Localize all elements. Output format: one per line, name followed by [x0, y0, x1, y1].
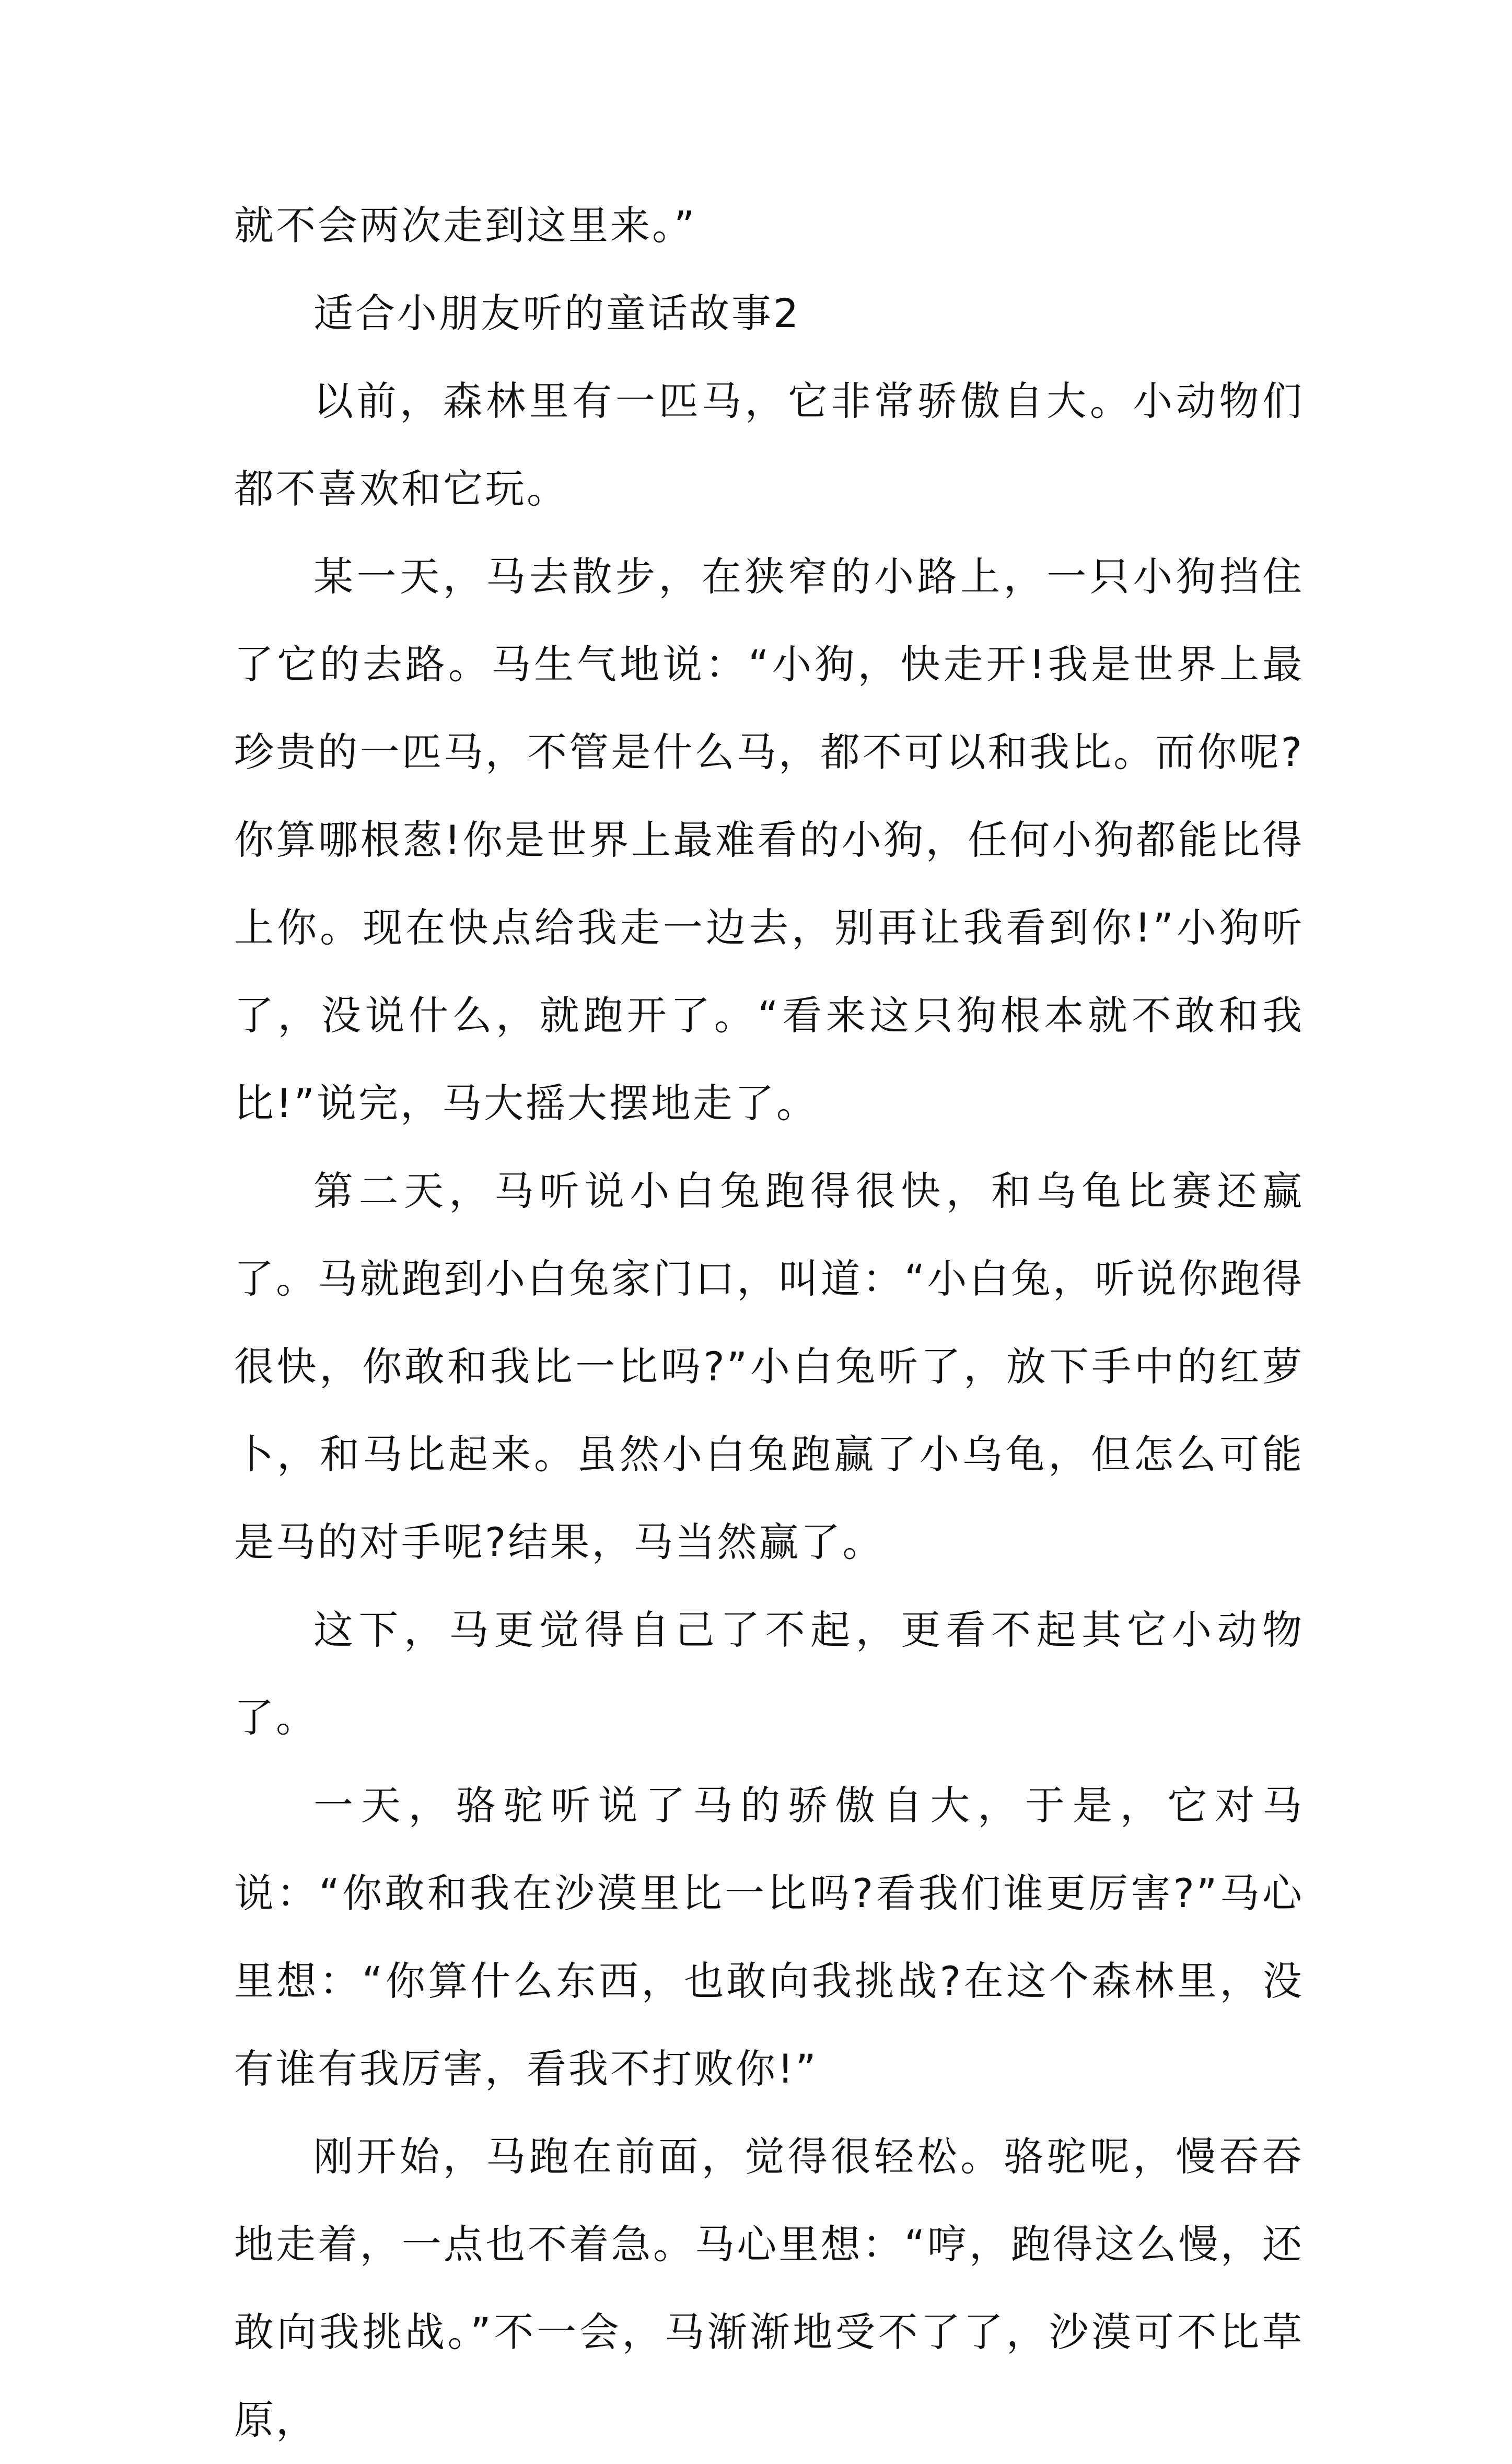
story-paragraph-6: 刚开始，马跑在前面，觉得很轻松。骆驼呢，慢吞吞地走着，一点也不着急。马心里想：“哼，跑得这么慢，还敢向我挑战。”不一会，马渐渐地受不了了，沙漠可不比草原， [234, 2133, 1304, 2443]
story-paragraph-5: 一天，骆驼听说了马的骄傲自大，于是，它对马说：“你敢和我在沙漠里比一比吗?看我们谁更厉害?”马心里想：“你算什么东西，也敢向我挑战?在这个森林里，没有谁有我厉害，看我不打败你!” [234, 1782, 1304, 2092]
story-paragraph-4: 这下，马更觉得自己了不起，更看不起其它小动物了。 [234, 1607, 1304, 1741]
story-heading: 适合小朋友听的童话故事2 [313, 290, 801, 336]
continuation-paragraph: 就不会两次走到这里来。” [234, 202, 697, 249]
story-paragraph-1: 以前，森林里有一匹马，它非常骄傲自大。小动物们都不喜欢和它玩。 [234, 378, 1304, 512]
story-text [234, 182, 1304, 2464]
story-paragraph-3: 第二天，马听说小白兔跑得很快，和乌龟比赛还赢了。马就跑到小白兔家门口，叫道：“小白兔，听说你跑得很快，你敢和我比一比吗?”小白兔听了，放下手中的红萝卜，和马比起来。虽然小白兔跑赢了小乌龟，但怎么可能是马的对手呢?结果，马当然赢了。 [234, 1168, 1304, 1565]
story-paragraph-2: 某一天，马去散步，在狭窄的小路上，一只小狗挡住了它的去路。马生气地说：“小狗，快走开!我是世界上最珍贵的一匹马，不管是什么马，都不可以和我比。而你呢?你算哪根葱!你是世界上最难看的小狗，任何小狗都能比得上你。现在快点给我走一边去，别再让我看到你!”小狗听了，没说什么，就跑开了。“看来这只狗根本就不敢和我比!”说完，马大摇大摆地走了。 [234, 553, 1304, 1126]
